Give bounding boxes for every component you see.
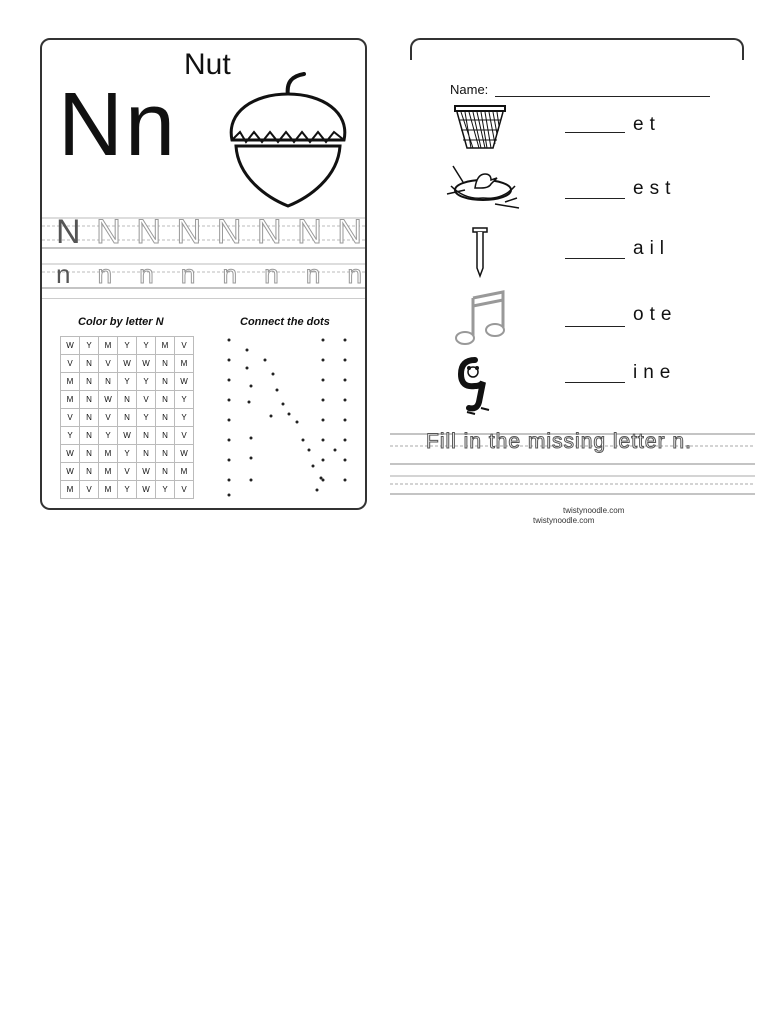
answer-blank[interactable] [565,198,625,199]
section-divider [42,298,365,299]
word-row [445,160,745,210]
answer-blank[interactable] [565,326,625,327]
color-by-letter-title: Color by letter N [78,316,164,328]
connect-dots-puzzle [217,330,357,500]
trace-letter: N [136,213,161,251]
word-ending: est [633,178,677,199]
grid-cell[interactable]: Y [137,337,156,355]
grid-cell[interactable]: V [175,427,194,445]
trace-letter: N [257,213,282,251]
grid-cell[interactable]: Y [118,373,137,391]
grid-cell[interactable]: Y [118,337,137,355]
nest-icon [445,160,521,212]
grid-cell[interactable]: V [175,481,194,499]
grid-cell[interactable]: M [61,481,80,499]
trace-letter: n [139,259,154,289]
grid-row [61,391,194,409]
uppercase-trace-letters [56,214,362,250]
grid-cell[interactable]: N [137,427,156,445]
grid-cell[interactable]: W [118,355,137,373]
grid-cell[interactable]: M [61,391,80,409]
grid-cell[interactable]: N [80,445,99,463]
grid-cell[interactable]: W [137,481,156,499]
answer-blank[interactable] [565,258,625,259]
grid-cell[interactable]: Y [99,427,118,445]
name-line[interactable] [495,96,710,97]
lowercase-trace-letters [56,258,362,290]
missing-letter-worksheet-border [410,38,744,60]
grid-cell[interactable]: Y [156,481,175,499]
grid-cell[interactable]: N [156,409,175,427]
big-letters: Nn [58,75,178,175]
grid-cell[interactable]: Y [80,337,99,355]
grid-cell[interactable]: N [156,445,175,463]
grid-cell[interactable]: Y [175,391,194,409]
grid-cell[interactable]: N [156,355,175,373]
trace-letter: N [56,213,81,251]
grid-cell[interactable]: V [99,409,118,427]
grid-cell[interactable]: W [99,391,118,409]
grid-cell[interactable]: Y [137,409,156,427]
grid-cell[interactable]: M [175,463,194,481]
grid-cell[interactable]: N [80,355,99,373]
grid-cell[interactable]: V [118,463,137,481]
word-row [445,352,745,402]
letter-n-worksheet [40,38,367,510]
trace-letter: n [305,259,321,289]
trace-letter: n [222,259,238,289]
name-label: Name: [450,82,489,97]
word-row [445,104,745,154]
trace-letter: n [56,259,71,289]
grid-cell[interactable]: W [137,355,156,373]
trace-letter: n [180,259,196,289]
word-ending: ote [633,304,678,325]
grid-cell[interactable]: W [61,445,80,463]
word-row [445,226,745,276]
grid-row [61,373,194,391]
grid-cell[interactable]: Y [61,427,80,445]
word-row [445,290,745,340]
grid-cell[interactable]: N [156,391,175,409]
word-ending: ine [633,362,677,383]
grid-cell[interactable]: N [80,373,99,391]
trace-letter: n [264,259,279,289]
grid-cell[interactable]: M [99,463,118,481]
grid-cell[interactable]: W [61,337,80,355]
grid-row [61,481,194,499]
instruction-text: Fill in the missing letter n. [426,430,692,453]
nail-icon [445,226,515,278]
grid-cell[interactable]: V [175,337,194,355]
grid-row [61,445,194,463]
grid-cell[interactable]: W [137,463,156,481]
grid-cell[interactable]: V [137,391,156,409]
grid-cell[interactable]: Y [175,409,194,427]
credit-text: twistynoodle.com [533,516,595,525]
grid-cell[interactable]: M [175,355,194,373]
grid-row [61,337,194,355]
grid-cell[interactable]: N [137,445,156,463]
basketball-net-icon [445,104,515,154]
grid-cell[interactable]: M [99,337,118,355]
trace-letter: N [176,213,202,251]
grid-cell[interactable]: Y [118,481,137,499]
grid-cell[interactable]: N [118,391,137,409]
word-ending: ail [633,238,671,259]
grid-cell[interactable]: V [80,481,99,499]
grid-cell[interactable]: M [156,337,175,355]
grid-cell[interactable]: W [118,427,137,445]
grid-row [61,355,194,373]
grid-cell[interactable]: N [156,427,175,445]
trace-letter: N [297,213,322,251]
trace-letter: N [96,213,121,251]
music-note-icon [445,290,515,346]
grid-cell[interactable]: M [99,445,118,463]
answer-blank[interactable] [565,382,625,383]
grid-cell[interactable]: N [118,409,137,427]
handwriting-lines [390,428,755,498]
trace-letter: N [337,213,362,251]
grid-cell[interactable]: N [80,463,99,481]
word-title: Nut [184,48,231,81]
grid-cell[interactable]: N [156,463,175,481]
grid-row [61,427,194,445]
connect-dots-title: Connect the dots [240,316,330,328]
answer-blank[interactable] [565,132,625,133]
grid-cell[interactable]: Y [118,445,137,463]
word-ending: et [633,114,661,135]
grid-cell[interactable]: V [61,355,80,373]
grid-row [61,409,194,427]
credit-text: twistynoodle.com [563,506,625,515]
grid-cell[interactable]: N [80,391,99,409]
grid-cell[interactable]: W [61,463,80,481]
acorn-illustration [222,58,352,208]
number-nine-icon [445,352,515,416]
grid-cell[interactable]: W [175,373,194,391]
trace-letter: n [97,259,113,289]
grid-cell[interactable]: N [80,409,99,427]
grid-row [61,463,194,481]
grid-cell[interactable]: N [156,373,175,391]
grid-cell[interactable]: M [99,481,118,499]
grid-cell[interactable]: W [175,445,194,463]
color-grid [60,336,194,499]
grid-cell[interactable]: N [80,427,99,445]
grid-cell[interactable]: V [61,409,80,427]
trace-letter: N [216,213,242,251]
grid-cell[interactable]: M [61,373,80,391]
trace-letter: n [347,259,362,289]
grid-cell[interactable]: N [99,373,118,391]
grid-cell[interactable]: Y [137,373,156,391]
grid-cell[interactable]: V [99,355,118,373]
